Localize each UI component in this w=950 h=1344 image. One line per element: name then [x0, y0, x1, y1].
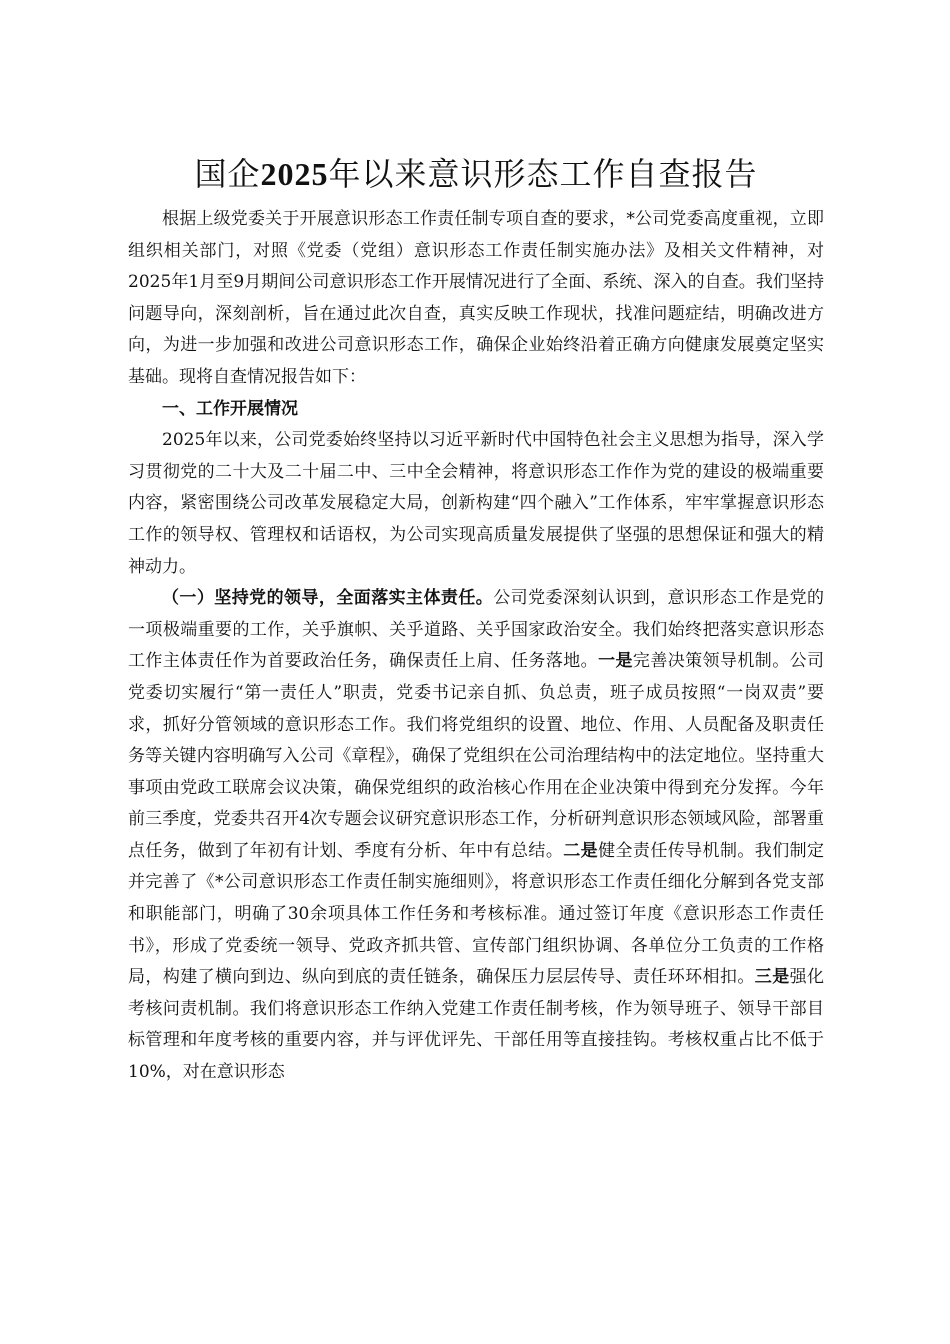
marker-third: 三是: [754, 967, 790, 988]
title-year: 2025: [260, 156, 329, 192]
subsection-1-text-1: 公司党委深刻认识到，意识形态工作是党的一项极端重要的工作，关乎旗帜、关乎道路、关乎国家政治安全。我们始终把落实意识形态工作主体责任作为首要政治任务，确保责任上肩、任务落地。: [128, 588, 825, 672]
subsection-1-text-2: 完善决策领导机制。公司党委切实履行“第一责任人”职责，党委书记亲自抓、负总责，班子成员按照“一岗双责”要求，抓好分管领域的意识形态工作。我们将党组织的设置、地位、作用、人员配备及职责任务等关键内容明确写入公司《章程》，确保了党组织在公司治理结构中的法定地位。坚持重大事项由党政工联席会议决策，确保党组织的政治核心作用在企业决策中得到充分发挥。今年前三季度，党委共召开4次专题会议研究意识形态工作，分析研判意识形态领域风险，部署重点任务，做到了年初有计划、季度有分析、年中有总结。: [128, 651, 825, 861]
subsection-1-text-4: 强化考核问责机制。我们将意识形态工作纳入党建工作责任制考核，作为领导班子、领导干部目标管理和年度考核的重要内容，并与评优评先、干部任用等直接挂钩。考核权重占比不低于10%，对在意识形态: [128, 967, 825, 1083]
section-1-paragraph: 2025年以来，公司党委始终坚持以习近平新时代中国特色社会主义思想为指导，深入学习贯彻党的二十大及二十届二中、三中全会精神，将意识形态工作作为党的建设的极端重要内容，紧密围绕公司改革发展稳定大局，创新构建“四个融入”工作体系，牢牢掌握意识形态工作的领导权、管理权和话语权，为公司实现高质量发展提供了坚强的思想保证和强大的精神动力。: [128, 430, 824, 577]
section-1-heading: 一、工作开展情况: [162, 398, 298, 419]
marker-second: 二是: [563, 840, 599, 861]
marker-first: 一是: [598, 651, 633, 672]
document-page: [128, 150, 824, 1089]
title-prefix: 国企: [194, 155, 261, 193]
subsection-1-text-3: 健全责任传导机制。我们制定并完善了《*公司意识形态工作责任制实施细则》，将意识形态工作责任细化分解到各党支部和职能部门，明确了30余项具体工作任务和考核标准。通过签订年度《意识形态工作责任书》，形成了党委统一领导、党政齐抓共管、宣传部门组织协调、各单位分工负责的工作格局，构建了横向到边、纵向到底的责任链条，确保压力层层传导、责任环环相扣。: [128, 840, 825, 988]
subsection-1-paragraph: [128, 583, 824, 1089]
subsection-1-heading: （一）坚持党的领导，全面落实主体责任。: [162, 588, 494, 609]
document-title: [128, 150, 824, 198]
title-suffix: 年以来意识形态工作自查报告: [328, 155, 758, 193]
intro-paragraph: 根据上级党委关于开展意识形态工作责任制专项自查的要求，*公司党委高度重视，立即组织相关部门，对照《党委（党组）意识形态工作责任制实施办法》及相关文件精神，对2025年1月至9月期间公司意识形态工作开展情况进行了全面、系统、深入的自查。我们坚持问题导向，深刻剖析，旨在通过此次自查，真实反映工作现状，找准问题症结，明确改进方向，为进一步加强和改进公司意识形态工作，确保企业始终沿着正确方向健康发展奠定坚实基础。现将自查情况报告如下：: [128, 209, 824, 387]
